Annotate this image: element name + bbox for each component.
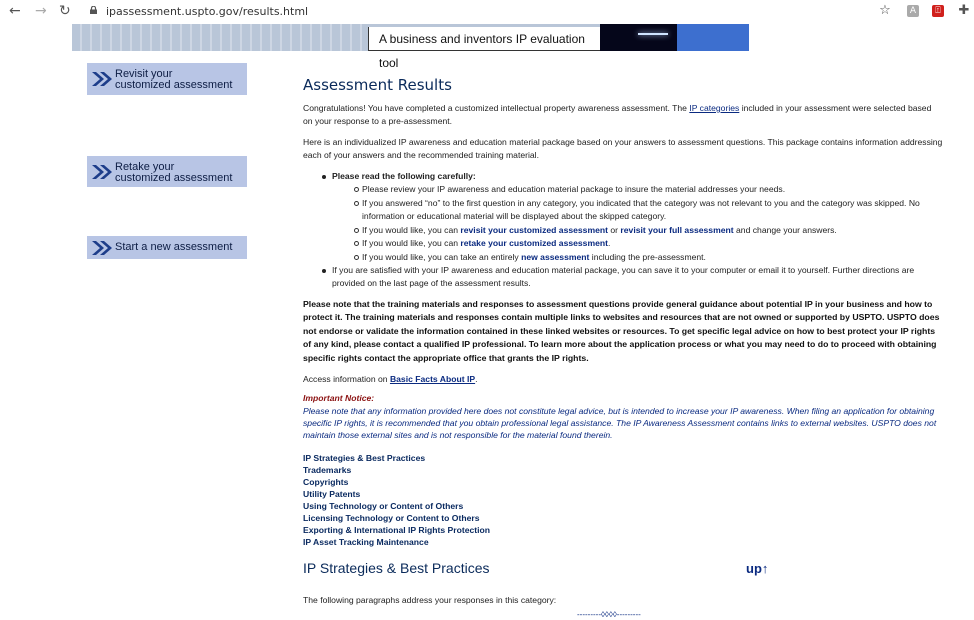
read-carefully-heading: Please read the following carefully: bbox=[332, 171, 476, 181]
retake-assessment-label: Retake your customized assessment bbox=[115, 161, 233, 184]
lock-icon bbox=[90, 6, 97, 14]
banner-light-streak bbox=[638, 33, 668, 35]
pdf-extension-icon[interactable]: ⍐ bbox=[932, 5, 944, 17]
banner-tagline: A business and inventors IP evaluation tool bbox=[368, 27, 600, 51]
browser-toolbar bbox=[0, 0, 974, 24]
sub-item-retake: If you would like, you can retake your customized assessment. bbox=[362, 238, 611, 248]
category-link[interactable]: IP Strategies & Best Practices bbox=[303, 453, 426, 463]
revisit-customized-link[interactable]: revisit your customized assessment bbox=[460, 225, 608, 235]
category-link[interactable]: Using Technology or Content of Others bbox=[303, 501, 464, 511]
banner-accent bbox=[677, 24, 749, 51]
back-icon[interactable]: ← bbox=[9, 3, 21, 19]
retake-customized-link[interactable]: retake your customized assessment bbox=[460, 238, 608, 248]
section-intro: The following paragraphs address your responses in this category: bbox=[303, 595, 557, 605]
start-new-assessment-button[interactable] bbox=[87, 236, 247, 259]
sub-bullet bbox=[354, 187, 359, 192]
revisit-assessment-button[interactable] bbox=[87, 63, 247, 95]
star-icon[interactable]: ☆ bbox=[879, 3, 891, 18]
new-assessment-link[interactable]: new assessment bbox=[521, 252, 590, 262]
forward-icon[interactable]: → bbox=[35, 3, 47, 19]
extension-icon[interactable]: A bbox=[907, 5, 919, 17]
notice-text: Please note that any information provided here does not constitute legal advice, but is intended to increase your IP awareness. When filing an application for obtaining specific IP rights, it is recommended that you obtain professional legal assistance. The IP Awareness Assessment contains links to external websites. USPTO does not maintain those external sites and is not responsible for the material found therein. bbox=[303, 406, 937, 441]
save-instructions: If you are satisfied with your IP awareness and education material package, you can save it to your computer or email it to yourself. Further directions are provided on the last page of the assessment results. bbox=[332, 265, 915, 289]
access-info: Access information on Basic Facts About IP. bbox=[303, 374, 478, 384]
sub-bullet bbox=[354, 201, 359, 206]
page-title: Assessment Results bbox=[303, 76, 452, 94]
section-heading: IP Strategies & Best Practices bbox=[303, 560, 490, 576]
address-bar[interactable]: ipassessment.uspto.gov/results.html bbox=[106, 5, 309, 18]
retake-assessment-button[interactable] bbox=[87, 156, 247, 187]
category-link[interactable]: Trademarks bbox=[303, 465, 352, 475]
sub-bullet bbox=[354, 228, 359, 233]
package-paragraph: Here is an individualized IP awareness and education material package based on your answers to assessment questions. This package contains information addressing each of your answers and the recommended training material. bbox=[303, 137, 943, 161]
back-to-top-link[interactable]: up↑ bbox=[746, 561, 769, 576]
section-separator: ---------◊◊◊◊--------- bbox=[577, 610, 641, 619]
double-chevron-icon bbox=[91, 71, 113, 87]
sub-bullet bbox=[354, 241, 359, 246]
category-link[interactable]: Exporting & International IP Rights Protection bbox=[303, 525, 491, 535]
sub-item-skipped: If you answered “no” to the first question in any category, you indicated that the category was not relevant to you and the category was skipped. No information or educational material will be displayed about the skipped category. bbox=[362, 198, 920, 222]
category-link[interactable]: Licensing Technology or Content to Others bbox=[303, 513, 480, 523]
category-link[interactable]: Copyrights bbox=[303, 477, 349, 487]
ip-categories-link[interactable]: IP categories bbox=[689, 103, 740, 113]
start-new-assessment-label: Start a new assessment bbox=[115, 241, 233, 253]
legal-disclaimer: Please note that the training materials and responses to assessment questions provide general guidance about potential IP in your business and how to protect it. The training materials and responses contain multiple links to websites and resources that are not owned or supported by USPTO. USPTO does not endorse or validate the information contained in these linked websites or resources. To get specific legal advice on how to best protect your IP rights of any kind, please contact a qualified IP professional. To learn more about the application process or what you may need to do to proceed with obtaining specific rights contact the appropriate office that grants the IP rights. bbox=[303, 299, 940, 363]
revisit-assessment-label: Revisit your customized assessment bbox=[115, 68, 233, 91]
category-link[interactable]: IP Asset Tracking Maintenance bbox=[303, 537, 429, 547]
notice-heading: Important Notice: bbox=[303, 393, 375, 403]
category-link[interactable]: Utility Patents bbox=[303, 489, 361, 499]
bullet-dot bbox=[322, 269, 326, 273]
sub-item-revisit: If you would like, you can revisit your customized assessment or revisit your full assessment and change your answers. bbox=[362, 225, 837, 235]
reload-icon[interactable]: ↻ bbox=[59, 3, 71, 19]
banner-pattern bbox=[72, 24, 366, 51]
double-chevron-icon bbox=[91, 240, 113, 256]
basic-facts-link[interactable]: Basic Facts About IP bbox=[389, 374, 476, 384]
puzzle-icon[interactable]: ✚ bbox=[958, 3, 970, 18]
revisit-full-link[interactable]: revisit your full assessment bbox=[620, 225, 734, 235]
sub-item-review: Please review your IP awareness and education material package to insure the material addresses your needs. bbox=[362, 184, 786, 194]
intro-paragraph: Congratulations! You have completed a customized intellectual property awareness assessment. The IP categories included in your assessment were selected based on your response to a pre-assessment. bbox=[303, 103, 932, 127]
sub-item-new: If you would like, you can take an entirely new assessment including the pre-assessment. bbox=[362, 252, 706, 262]
double-chevron-icon bbox=[91, 164, 113, 180]
sub-bullet bbox=[354, 255, 359, 260]
bullet-dot bbox=[322, 175, 326, 179]
banner-image bbox=[600, 24, 677, 51]
